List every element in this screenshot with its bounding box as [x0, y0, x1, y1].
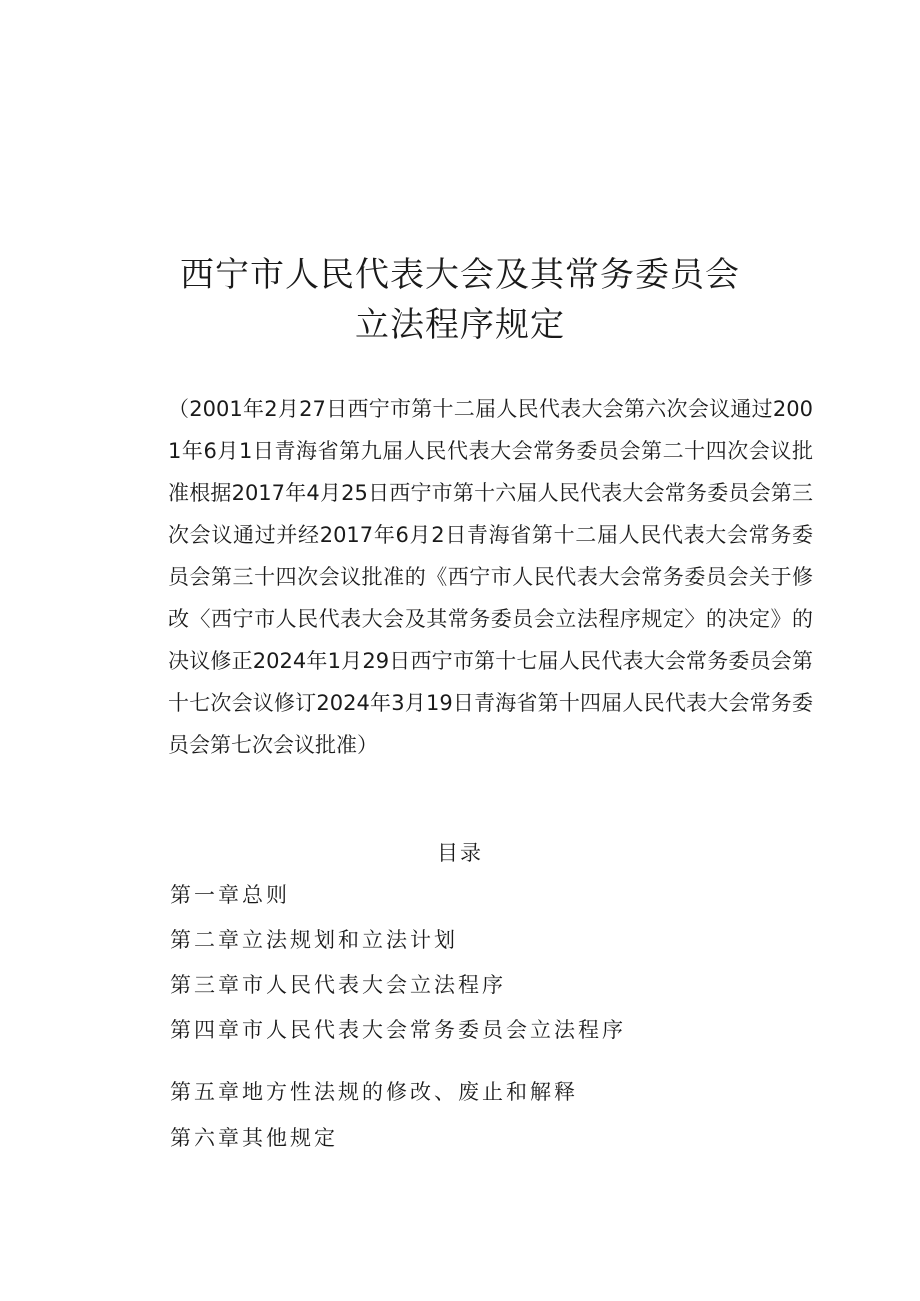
toc-item-chapter-3: 第三章市人民代表大会立法程序 — [170, 973, 506, 997]
toc-item-chapter-5: 第五章地方性法规的修改、废止和解释 — [170, 1080, 578, 1104]
preamble-paragraph: （2001年2月27日西宁市第十二届人民代表大会第六次会议通过2001年6月1日青海省第九届人民代表大会常务委员会第二十四次会议批准根据2017年4月25日西宁市第十六届人民代表大会常务委员会第三次会议通过并经2017年6月2日青海省第十二届人民代表大会常务委员会第三十四次会议批准的《西宁市人民代表大会常务委员会关于修改〈西宁市人民代表大会及其常务委员会立法程序规定〉的决定》的决议修正2024年1月29日西宁市第十七届人民代表大会常务委员会第十七次会议修订2024年3月19日青海省第十四届人民代表大会常务委员会第七次会议批准） — [168, 397, 813, 757]
toc-item-chapter-6: 第六章其他规定 — [170, 1126, 338, 1150]
toc-item-chapter-4: 第四章市人民代表大会常务委员会立法程序 — [170, 1018, 626, 1042]
toc-item-chapter-1: 第一章总则 — [170, 883, 290, 907]
document-title — [0, 250, 920, 350]
title-line-1: 西宁市人民代表大会及其常务委员会 — [180, 255, 740, 295]
title-line-2: 立法程序规定 — [355, 305, 565, 345]
toc-heading: 目录 — [437, 841, 483, 865]
toc-item-chapter-2: 第二章立法规划和立法计划 — [170, 928, 458, 952]
